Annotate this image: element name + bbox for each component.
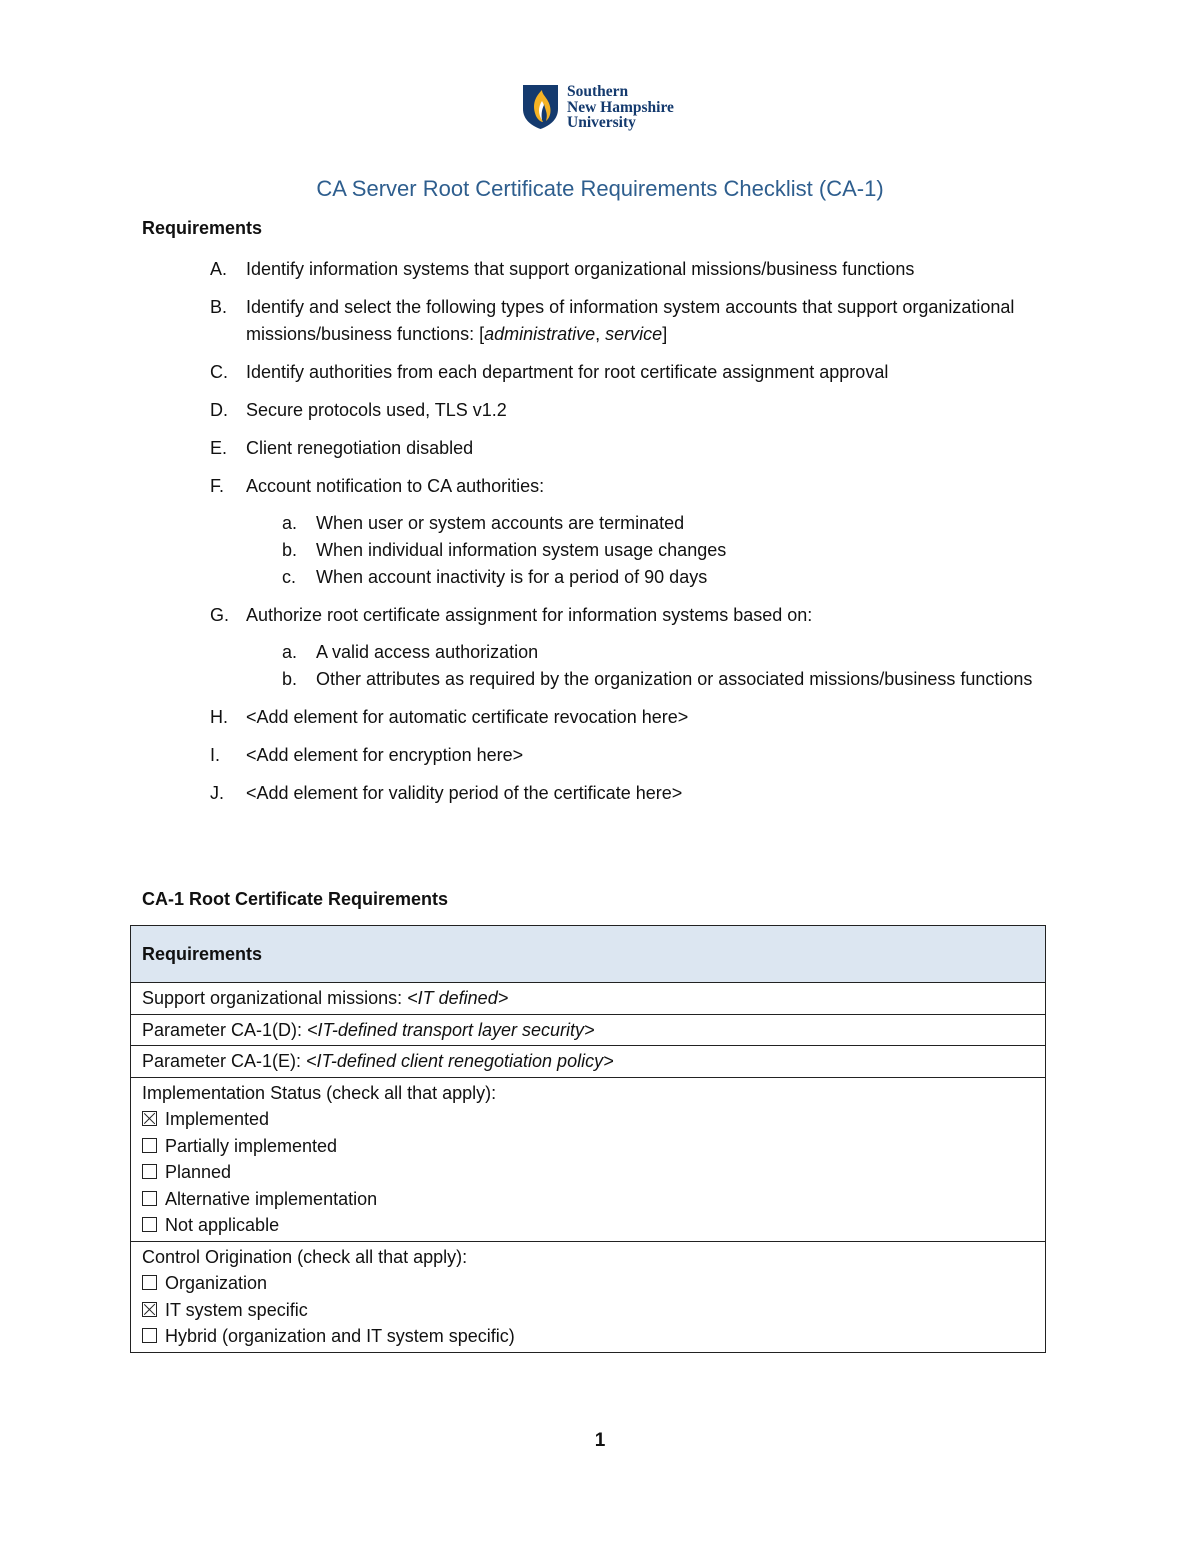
sub-requirement-letter: a.: [282, 513, 298, 533]
option-label: Alternative implementation: [165, 1188, 378, 1209]
logo-line-1: Southern: [567, 83, 629, 100]
table-row: [131, 1046, 1046, 1078]
requirement-i: [208, 742, 1048, 769]
requirement-text: <Add element for validity period of the certificate here>: [246, 783, 683, 803]
requirement-text: Authorize root certificate assignment for information systems based on:: [246, 605, 813, 625]
option-label: Implemented: [165, 1109, 270, 1129]
sub-requirements-list: [246, 639, 1048, 693]
checkbox-unchecked[interactable]: [142, 1275, 157, 1290]
sub-requirement: [246, 510, 1048, 537]
requirement-letter: I.: [210, 745, 221, 765]
requirement-letter: F.: [210, 476, 225, 496]
sub-requirement: [246, 639, 1048, 666]
requirement-g: [208, 602, 1048, 693]
requirement-a: [208, 256, 1048, 283]
shield-flame-icon: [522, 84, 559, 130]
logo-wordmark: [567, 84, 674, 131]
option-label: Partially implemented: [165, 1135, 338, 1156]
checkbox-unchecked[interactable]: [142, 1217, 157, 1232]
impl-option: [142, 1186, 1034, 1213]
table-row: [131, 1077, 1046, 1241]
checkbox-unchecked[interactable]: [142, 1138, 157, 1153]
table-heading: CA-1 Root Certificate Requirements: [142, 889, 449, 909]
page-number: 1: [594, 1430, 606, 1451]
option-label: Not applicable: [165, 1215, 280, 1235]
control-origination-title: Control Origination (check all that apply):: [142, 1246, 468, 1267]
requirement-letter: C.: [210, 362, 228, 382]
cell-value: <IT defined>: [407, 988, 509, 1008]
requirement-d: [208, 397, 1048, 424]
sub-requirement: [246, 537, 1048, 564]
table-row: [131, 983, 1046, 1015]
checkbox-checked[interactable]: [142, 1111, 157, 1126]
impl-option: [142, 1106, 1034, 1133]
table-header-cell: Requirements: [131, 926, 1046, 983]
option-label: IT system specific: [165, 1299, 308, 1320]
parameter-e-cell: [131, 1046, 1046, 1078]
implementation-status-title: Implementation Status (check all that apply):: [142, 1082, 497, 1103]
requirement-text: <Add element for encryption here>: [246, 745, 524, 765]
requirement-f: [208, 473, 1048, 591]
checkbox-unchecked[interactable]: [142, 1191, 157, 1206]
requirement-letter: E.: [210, 438, 228, 458]
sub-requirement-text: Other attributes as required by the organization or associated missions/business functions: [316, 669, 1033, 689]
cell-value: <IT-defined transport layer security>: [307, 1019, 595, 1040]
table-header-row: [131, 926, 1046, 983]
cell-label: Support organizational missions:: [142, 988, 408, 1008]
requirement-text: <Add element for automatic certificate revocation here>: [246, 707, 689, 727]
implementation-status-cell: [131, 1077, 1046, 1241]
sub-requirement-text: A valid access authorization: [316, 642, 539, 662]
requirement-letter: G.: [210, 605, 230, 625]
requirement-text-end: ]: [662, 324, 668, 344]
requirement-text: Identify authorities from each department for root certificate assignment approval: [246, 362, 889, 382]
requirement-b: [208, 294, 1048, 348]
impl-option: [142, 1212, 1034, 1239]
requirement-letter: A.: [210, 259, 228, 279]
logo-line-2: New Hampshire: [567, 98, 674, 116]
table-row: [131, 1241, 1046, 1352]
parameter-d-cell: [131, 1014, 1046, 1046]
checkbox-unchecked[interactable]: [142, 1164, 157, 1179]
requirement-text: Account notification to CA authorities:: [246, 476, 545, 496]
impl-option: [142, 1133, 1034, 1160]
cell-label: Parameter CA-1(E):: [142, 1051, 307, 1071]
logo-line-3: University: [567, 114, 636, 131]
requirement-text: Secure protocols used, TLS v1.2: [246, 400, 507, 420]
requirement-e: [208, 435, 1048, 462]
requirement-j: [208, 780, 1048, 807]
control-origination-cell: [131, 1241, 1046, 1352]
requirements-list: [208, 256, 1048, 818]
account-type-administrative: administrative: [484, 324, 596, 344]
option-label: Hybrid (organization and IT system specific): [165, 1326, 515, 1346]
sub-requirement-text: When account inactivity is for a period of 90 days: [316, 567, 708, 587]
requirement-letter: J.: [210, 783, 225, 803]
sub-requirement-letter: a.: [282, 642, 298, 662]
sub-requirement-letter: b.: [282, 669, 298, 689]
sub-requirement: [246, 564, 1048, 591]
account-type-service: service: [605, 324, 663, 344]
sub-requirement-letter: b.: [282, 540, 298, 560]
account-type-separator: ,: [595, 324, 606, 344]
cell-label: Parameter CA-1(D):: [142, 1019, 308, 1040]
sub-requirement-text: When individual information system usage changes: [316, 540, 727, 560]
checkbox-checked[interactable]: [142, 1302, 157, 1317]
university-logo: [522, 84, 674, 131]
origin-option: [142, 1270, 1034, 1297]
requirement-letter: H.: [210, 707, 228, 727]
requirements-heading: Requirements: [142, 218, 263, 238]
requirement-letter: B.: [210, 297, 228, 317]
requirements-table: [130, 925, 1046, 1353]
requirement-c: [208, 359, 1048, 386]
checkbox-unchecked[interactable]: [142, 1328, 157, 1343]
requirement-letter: D.: [210, 400, 228, 420]
impl-option: [142, 1159, 1034, 1186]
requirement-text: Client renegotiation disabled: [246, 438, 474, 458]
sub-requirement: [246, 666, 1048, 693]
sub-requirements-list: [246, 510, 1048, 591]
option-label: Planned: [165, 1162, 232, 1182]
origin-option: [142, 1323, 1034, 1350]
support-missions-cell: [131, 983, 1046, 1015]
requirement-h: [208, 704, 1048, 731]
origin-option: [142, 1297, 1034, 1324]
sub-requirement-letter: c.: [282, 567, 297, 587]
cell-value: <IT-defined client renegotiation policy>: [306, 1051, 614, 1071]
sub-requirement-text: When user or system accounts are terminated: [316, 513, 685, 533]
requirement-text: Identify information systems that support organizational missions/business functions: [246, 259, 915, 279]
requirement-text: Identify and select the following types of information system accounts that support organizational missions/business functions: [: [246, 297, 1015, 344]
option-label: Organization: [165, 1273, 268, 1293]
document-title: CA Server Root Certificate Requirements Checklist (CA-1): [316, 176, 884, 201]
table-row: [131, 1014, 1046, 1046]
